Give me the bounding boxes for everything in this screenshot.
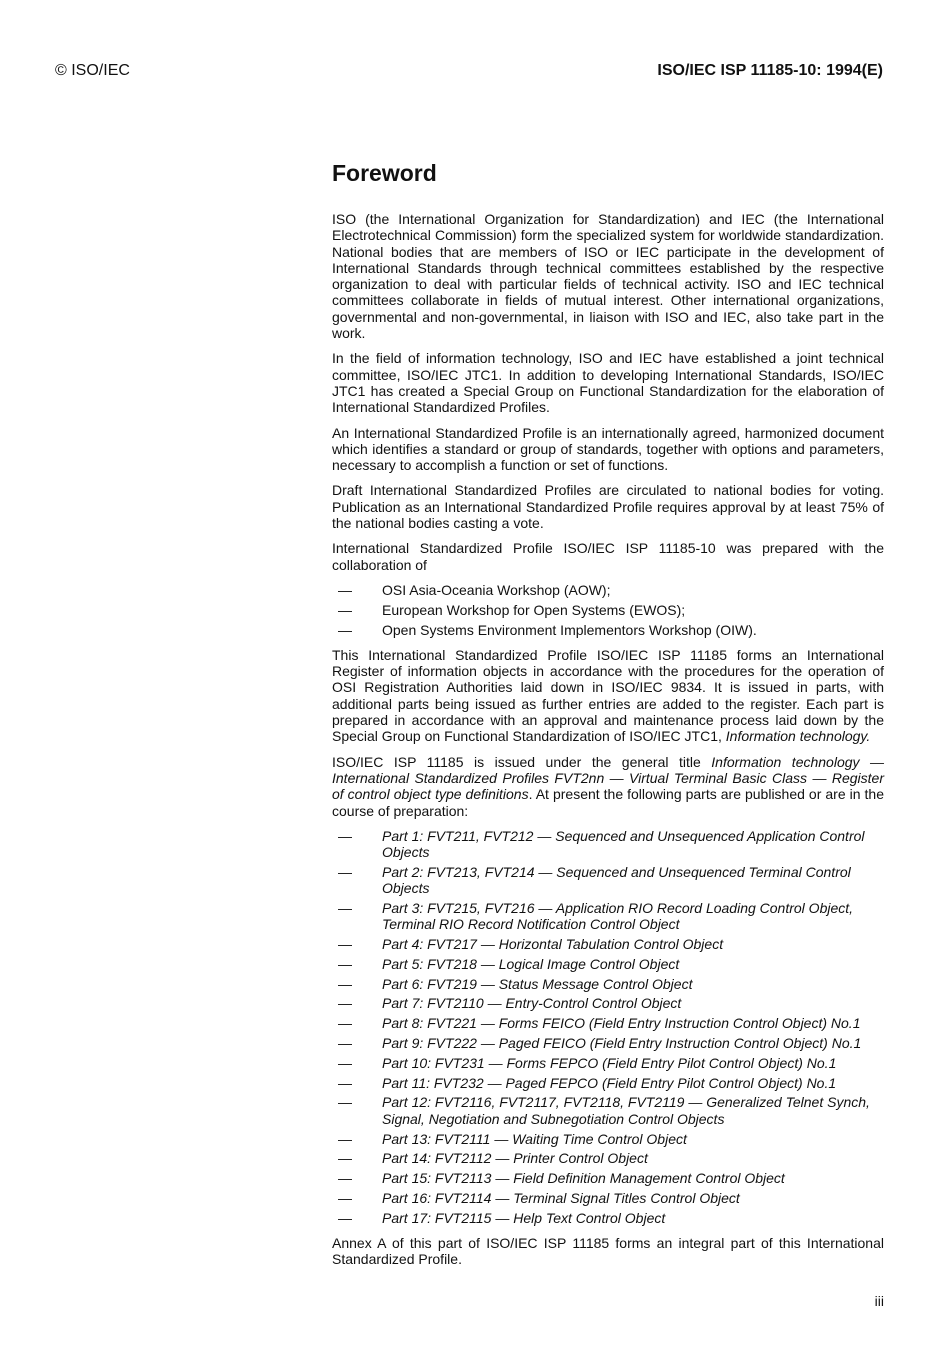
- list-dash: —: [338, 1015, 352, 1032]
- part-item: [332, 900, 884, 933]
- part-item-text: Part 10: FVT231 — Forms FEPCO (Field Entry Pilot Control Object) No.1: [382, 1054, 837, 1071]
- list-dash: —: [338, 863, 352, 880]
- paragraph-jtc1: In the field of information technology, ISO and IEC have established a joint technical committee, ISO/IEC JTC1. In addition to developing International Standards, ISO/IEC JTC1 has created a Special Group on Functional Standardization for the elaboration of International Standardized Profiles.: [332, 350, 884, 416]
- list-dash: —: [338, 1130, 352, 1147]
- workshop-item: [332, 622, 884, 638]
- part-item: [332, 1075, 884, 1091]
- part-item-text: Part 5: FVT218 — Logical Image Control Object: [382, 955, 680, 972]
- paragraph-general-title: [332, 754, 884, 819]
- part-item-text: Part 3: FVT215, FVT216 — Application RIO Record Loading Control Object, Terminal RIO Record Notification Control Object: [382, 899, 854, 933]
- part-item: [332, 1210, 884, 1226]
- list-dash: —: [338, 1170, 352, 1187]
- workshop-list: [332, 582, 884, 638]
- list-dash: —: [338, 827, 352, 844]
- part-item-text: Part 11: FVT232 — Paged FEPCO (Field Entry Pilot Control Object) No.1: [382, 1074, 837, 1091]
- part-item-text: Part 8: FVT221 — Forms FEICO (Field Entry Instruction Control Object) No.1: [382, 1015, 861, 1032]
- part-item: [332, 976, 884, 992]
- paragraph-register: [332, 647, 884, 745]
- part-item-text: Part 4: FVT217 — Horizontal Tabulation Control Object: [382, 936, 724, 953]
- paragraph-annex: Annex A of this part of ISO/IEC ISP 11185 forms an integral part of this International Standardized Profile.: [332, 1235, 884, 1268]
- parts-list: [332, 828, 884, 1226]
- part-item-text: Part 1: FVT211, FVT212 — Sequenced and Unsequenced Application Control Objects: [382, 827, 865, 861]
- workshop-item: [332, 582, 884, 598]
- part-item-text: Part 16: FVT2114 — Terminal Signal Titles Control Object: [382, 1189, 740, 1206]
- part-item-text: Part 6: FVT219 — Status Message Control Object: [382, 975, 693, 992]
- list-dash: —: [338, 1189, 352, 1206]
- part-item: [332, 995, 884, 1011]
- part-item-text: Part 14: FVT2112 — Printer Control Object: [382, 1150, 648, 1167]
- list-dash: —: [338, 1035, 352, 1052]
- part-item-text: Part 12: FVT2116, FVT2117, FVT2118, FVT2119 — Generalized Telnet Synch, Signal, Negotiation and Subnegotiation Control Objects: [382, 1094, 870, 1127]
- part-item-text: Part 13: FVT2111 — Waiting Time Control Object: [382, 1130, 687, 1147]
- list-dash: —: [338, 621, 352, 638]
- workshop-item: [332, 602, 884, 618]
- page-title: Foreword: [332, 160, 437, 186]
- paragraph-register-text: This International Standardized Profile ISO/IEC ISP 11185 forms an International Register of information objects in accordance with the procedures for the operation of OSI Registration Authorities laid down in ISO/IEC 9834. It is issued in parts, with additional parts being issued as further entries are added to the register. Each part is prepared in accordance with an approval and maintenance process laid down by the Special Group on Functional Standardization of ISO/IEC JTC1,: [332, 646, 884, 745]
- workshop-item-text: European Workshop for Open Systems (EWOS);: [382, 601, 686, 618]
- list-dash: —: [338, 1054, 352, 1071]
- part-item-text: Part 7: FVT2110 — Entry-Control Control Object: [382, 995, 682, 1012]
- list-dash: —: [338, 581, 352, 598]
- part-item: [332, 936, 884, 952]
- part-item: [332, 864, 884, 897]
- part-item: [332, 1094, 884, 1127]
- workshop-item-text: OSI Asia-Oceania Workshop (AOW);: [382, 581, 611, 598]
- list-dash: —: [338, 1074, 352, 1091]
- paragraph-register-italic: Information technology.: [725, 728, 871, 745]
- part-item-text: Part 17: FVT2115 — Help Text Control Object: [382, 1209, 666, 1226]
- part-item-text: Part 15: FVT2113 — Field Definition Management Control Object: [382, 1170, 785, 1187]
- list-dash: —: [338, 899, 352, 916]
- part-item: [332, 1131, 884, 1147]
- workshop-item-text: Open Systems Environment Implementors Workshop (OIW).: [382, 621, 757, 638]
- part-item: [332, 1015, 884, 1031]
- part-item: [332, 1170, 884, 1186]
- paragraph-general-title-tail: . At present the following parts are published or are in the course of preparation:: [332, 786, 884, 819]
- paragraph-voting: Draft International Standardized Profiles are circulated to national bodies for voting. Publication as an International Standardized Profile requires approval by at least 75% of the national bodies casting a vote.: [332, 482, 884, 532]
- paragraph-general-title-lead: ISO/IEC ISP 11185 is issued under the general title: [332, 753, 701, 770]
- foreword-section: [332, 160, 884, 1277]
- part-item-text: Part 9: FVT222 — Paged FEICO (Field Entry Instruction Control Object) No.1: [382, 1035, 862, 1052]
- paragraph-general-title-italic: Information technology — International Standardized Profiles FVT2nn — Virtual Terminal Basic Class — Register of control object type definitions: [332, 753, 885, 803]
- paragraph-iso-iec-intro: ISO (the International Organization for Standardization) and IEC (the International Electrotechnical Commission) form the specialized system for worldwide standardization. National bodies that are members of ISO or IEC participate in the development of International Standards through technical committees established by the respective organization to deal with particular fields of technical activity. ISO and IEC technical committees collaborate in fields of mutual interest. Other international organizations, governmental and non-governmental, in liaison with ISO and IEC, also take part in the work.: [332, 211, 884, 342]
- paragraph-collaboration: International Standardized Profile ISO/IEC ISP 11185-10 was prepared with the collaboration of: [332, 540, 884, 573]
- page-number: iii: [874, 1293, 884, 1309]
- part-item: [332, 1035, 884, 1051]
- list-dash: —: [338, 975, 352, 992]
- list-dash: —: [338, 1209, 352, 1226]
- list-dash: —: [338, 1150, 352, 1167]
- part-item: [332, 1190, 884, 1206]
- list-dash: —: [338, 936, 352, 953]
- part-item: [332, 1150, 884, 1166]
- list-dash: —: [338, 601, 352, 618]
- paragraph-isp-definition: An International Standardized Profile is an internationally agreed, harmonized document which identifies a standard or group of standards, together with options and parameters, necessary to accomplish a function or set of functions.: [332, 424, 884, 474]
- list-dash: —: [338, 955, 352, 972]
- header-copyright: © ISO/IEC: [55, 62, 130, 79]
- part-item: [332, 828, 884, 861]
- part-item-text: Part 2: FVT213, FVT214 — Sequenced and Unsequenced Terminal Control Objects: [382, 863, 851, 897]
- part-item: [332, 956, 884, 972]
- header-document-id: ISO/IEC ISP 11185-10: 1994(E): [657, 62, 883, 79]
- list-dash: —: [338, 1094, 352, 1111]
- part-item: [332, 1055, 884, 1071]
- list-dash: —: [338, 995, 352, 1012]
